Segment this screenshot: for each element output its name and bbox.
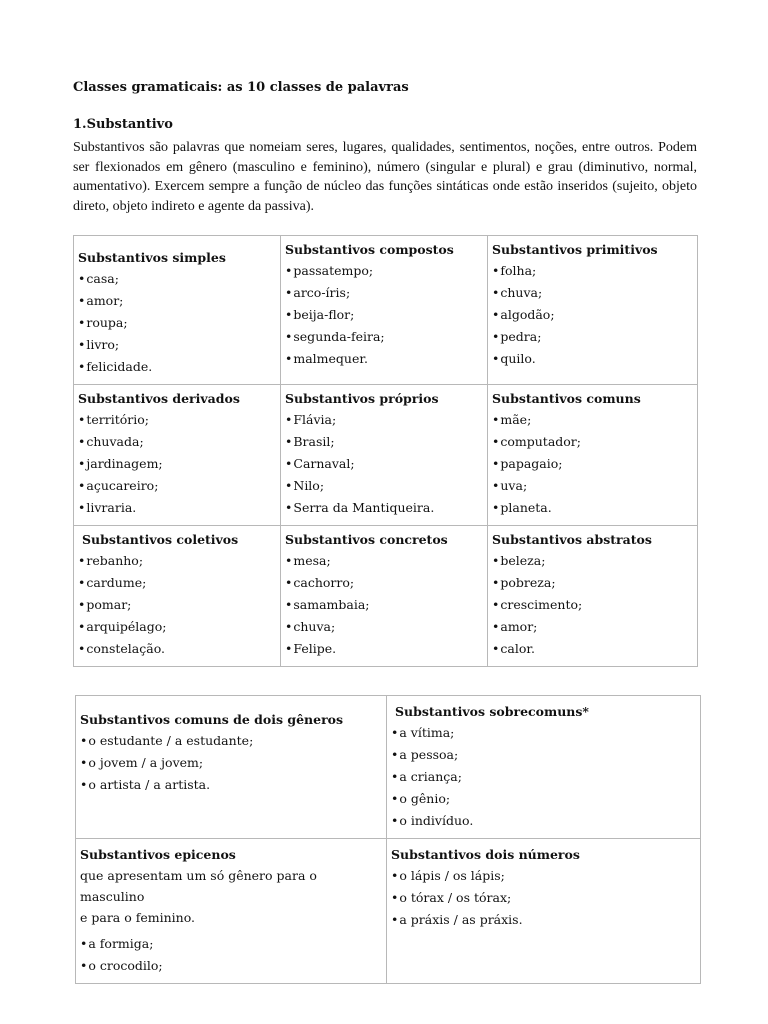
table-row [74,236,698,385]
bullet-icon: • [78,575,86,590]
bullet-icon: • [492,434,500,449]
list-item [492,638,693,660]
cell-description [80,865,382,928]
table-row [74,385,698,526]
bullet-icon: • [285,412,293,427]
item-text: papagaio; [500,456,563,471]
table-cell [488,236,698,385]
item-text: o crocodilo; [88,958,163,973]
list-item [78,268,276,290]
item-text: Carnaval; [293,456,355,471]
cell-heading: Substantivos simples [78,250,226,265]
table-cell [76,839,387,984]
bullet-icon: • [391,791,399,806]
noun-gender-number-table [75,695,701,984]
cell-heading: Substantivos concretos [285,532,448,547]
item-text: constelação. [86,641,165,656]
item-text: algodão; [500,307,555,322]
bullet-icon: • [391,747,399,762]
list-item [78,594,276,616]
list-item [492,475,693,497]
cell-heading: Substantivos comuns [492,391,641,406]
bullet-icon: • [78,456,86,471]
item-text: o indivíduo. [399,813,474,828]
list-item [492,497,693,519]
cell-heading: Substantivos próprios [285,391,439,406]
cell-heading: Substantivos comuns de dois gêneros [80,712,344,727]
list-item [285,409,483,431]
intro-paragraph: Substantivos são palavras que nomeiam seres, lugares, qualidades, sentimentos, noções, entre outros. Podem ser flexionados em gênero (masculino e feminino), número (singular e plural) e grau (diminutivo, normal, aumentativo). Exercem sempre a função de núcleo das funções sintáticas onde estão inseridos (sujeito, objeto direto, objeto indireto e agente da passiva). [73,140,697,214]
item-text: Nilo; [293,478,325,493]
bullet-icon: • [80,777,88,792]
list-item [285,497,483,519]
item-text: o gênio; [399,791,451,806]
item-text: cachorro; [293,575,355,590]
table-cell [74,236,281,385]
list-item [78,312,276,334]
item-text: a práxis / as práxis. [399,912,523,927]
bullet-icon: • [391,912,399,927]
list-item [492,282,693,304]
item-text: malmequer. [293,351,368,366]
list-item [80,933,382,955]
list-item [285,616,483,638]
item-text: passatempo; [293,263,374,278]
bullet-icon: • [78,478,86,493]
list-item [492,409,693,431]
bullet-icon: • [492,285,500,300]
list-item [391,909,696,931]
list-item [78,356,276,378]
item-text: computador; [500,434,581,449]
bullet-icon: • [80,958,88,973]
bullet-icon: • [492,597,500,612]
item-text: arco-íris; [293,285,351,300]
item-text: segunda-feira; [293,329,385,344]
list-item [492,572,693,594]
item-text: cardume; [86,575,147,590]
list-item [80,752,382,774]
bullet-icon: • [285,500,293,515]
noun-types-table [73,235,698,667]
bullet-icon: • [391,890,399,905]
list-item [492,304,693,326]
bullet-icon: • [492,263,500,278]
bullet-icon: • [285,351,293,366]
list-item [492,260,693,282]
list-item [80,730,382,752]
item-text: felicidade. [86,359,153,374]
list-item [80,774,382,796]
item-text: crescimento; [500,597,583,612]
item-text: folha; [500,263,537,278]
table-cell [74,385,281,526]
bullet-icon: • [285,575,293,590]
bullet-icon: • [78,271,86,286]
bullet-icon: • [285,329,293,344]
list-item [285,304,483,326]
bullet-icon: • [78,619,86,634]
bullet-icon: • [285,478,293,493]
bullet-icon: • [285,456,293,471]
list-item [492,348,693,370]
item-text: o tórax / os tórax; [399,890,512,905]
item-text: pomar; [86,597,132,612]
bullet-icon: • [80,733,88,748]
bullet-icon: • [78,500,86,515]
list-item [78,431,276,453]
item-text: o artista / a artista. [88,777,211,792]
list-item [78,638,276,660]
list-item [492,594,693,616]
bullet-icon: • [285,263,293,278]
bullet-icon: • [78,337,86,352]
list-item [285,282,483,304]
list-item [78,497,276,519]
list-item [391,788,696,810]
cell-heading: Substantivos compostos [285,242,454,257]
list-item [78,290,276,312]
item-text: o jovem / a jovem; [88,755,204,770]
list-item [492,326,693,348]
bullet-icon: • [285,285,293,300]
table-cell [76,696,387,839]
list-item [285,431,483,453]
item-text: chuva; [293,619,336,634]
bullet-icon: • [391,769,399,784]
table-cell [74,526,281,667]
list-item [391,744,696,766]
item-text: uva; [500,478,528,493]
item-text: pedra; [500,329,542,344]
bullet-icon: • [78,359,86,374]
item-text: Flávia; [293,412,337,427]
list-item [78,572,276,594]
bullet-icon: • [80,755,88,770]
description-line: que apresentam um só gênero para o masculino [80,868,317,904]
list-item [391,887,696,909]
item-text: a vítima; [399,725,455,740]
table-row [74,526,698,667]
list-item [391,722,696,744]
list-item [78,550,276,572]
bullet-icon: • [492,329,500,344]
bullet-icon: • [285,641,293,656]
item-text: livraria. [86,500,137,515]
item-text: a formiga; [88,936,154,951]
cell-heading: Substantivos epicenos [80,847,236,862]
list-item [285,348,483,370]
item-text: Brasil; [293,434,335,449]
cell-heading: Substantivos primitivos [492,242,658,257]
list-item [78,475,276,497]
item-text: beija-flor; [293,307,355,322]
table-cell [281,385,488,526]
bullet-icon: • [492,478,500,493]
list-item [285,638,483,660]
cell-heading: Substantivos coletivos [82,532,239,547]
item-text: roupa; [86,315,128,330]
table-cell [281,236,488,385]
list-item [285,550,483,572]
bullet-icon: • [78,641,86,656]
item-text: chuva; [500,285,543,300]
table-cell [488,526,698,667]
bullet-icon: • [492,641,500,656]
bullet-icon: • [391,725,399,740]
bullet-icon: • [492,553,500,568]
item-text: arquipélago; [86,619,167,634]
item-text: a pessoa; [399,747,459,762]
bullet-icon: • [391,813,399,828]
item-text: chuvada; [86,434,144,449]
list-item [492,431,693,453]
item-text: planeta. [500,500,552,515]
section-title: 1.Substantivo [73,117,173,132]
item-text: o lápis / os lápis; [399,868,505,883]
list-item [285,260,483,282]
list-item [391,810,696,832]
list-item [285,594,483,616]
bullet-icon: • [285,307,293,322]
item-text: amor; [500,619,538,634]
table-cell [488,385,698,526]
bullet-icon: • [492,351,500,366]
item-text: jardinagem; [86,456,163,471]
bullet-icon: • [285,553,293,568]
item-text: a criança; [399,769,462,784]
bullet-icon: • [78,434,86,449]
bullet-icon: • [492,456,500,471]
bullet-icon: • [78,315,86,330]
list-item [285,326,483,348]
cell-heading: Substantivos abstratos [492,532,652,547]
bullet-icon: • [78,553,86,568]
item-text: mãe; [500,412,532,427]
cell-heading: Substantivos derivados [78,391,240,406]
list-item [492,453,693,475]
list-item [285,572,483,594]
bullet-icon: • [285,619,293,634]
list-item [78,453,276,475]
table-cell [281,526,488,667]
list-item [285,453,483,475]
item-text: rebanho; [86,553,144,568]
list-item [78,616,276,638]
item-text: o estudante / a estudante; [88,733,254,748]
list-item [80,955,382,977]
bullet-icon: • [78,293,86,308]
table-row [76,839,701,984]
table-row [76,696,701,839]
bullet-icon: • [78,597,86,612]
item-text: amor; [86,293,124,308]
item-text: beleza; [500,553,546,568]
list-item [78,409,276,431]
list-item [391,766,696,788]
list-item [285,475,483,497]
item-text: calor. [500,641,535,656]
document-title: Classes gramaticais: as 10 classes de palavras [73,80,409,95]
item-text: Felipe. [293,641,337,656]
bullet-icon: • [391,868,399,883]
bullet-icon: • [492,500,500,515]
bullet-icon: • [492,412,500,427]
table-cell [387,839,701,984]
list-item [78,334,276,356]
item-text: pobreza; [500,575,556,590]
item-text: mesa; [293,553,331,568]
cell-heading: Substantivos dois números [391,847,580,862]
item-text: Serra da Mantiqueira. [293,500,435,515]
item-text: quilo. [500,351,536,366]
list-item [492,550,693,572]
item-text: açucareiro; [86,478,159,493]
bullet-icon: • [285,597,293,612]
bullet-icon: • [492,307,500,322]
item-text: território; [86,412,150,427]
document-page [73,80,697,216]
bullet-icon: • [80,936,88,951]
bullet-icon: • [285,434,293,449]
item-text: casa; [86,271,119,286]
bullet-icon: • [492,619,500,634]
list-item [492,616,693,638]
bullet-icon: • [78,412,86,427]
item-text: samambaia; [293,597,370,612]
table-cell [387,696,701,839]
cell-heading: Substantivos sobrecomuns* [395,704,589,719]
item-text: livro; [86,337,120,352]
bullet-icon: • [492,575,500,590]
description-line: e para o feminino. [80,910,195,925]
list-item [391,865,696,887]
